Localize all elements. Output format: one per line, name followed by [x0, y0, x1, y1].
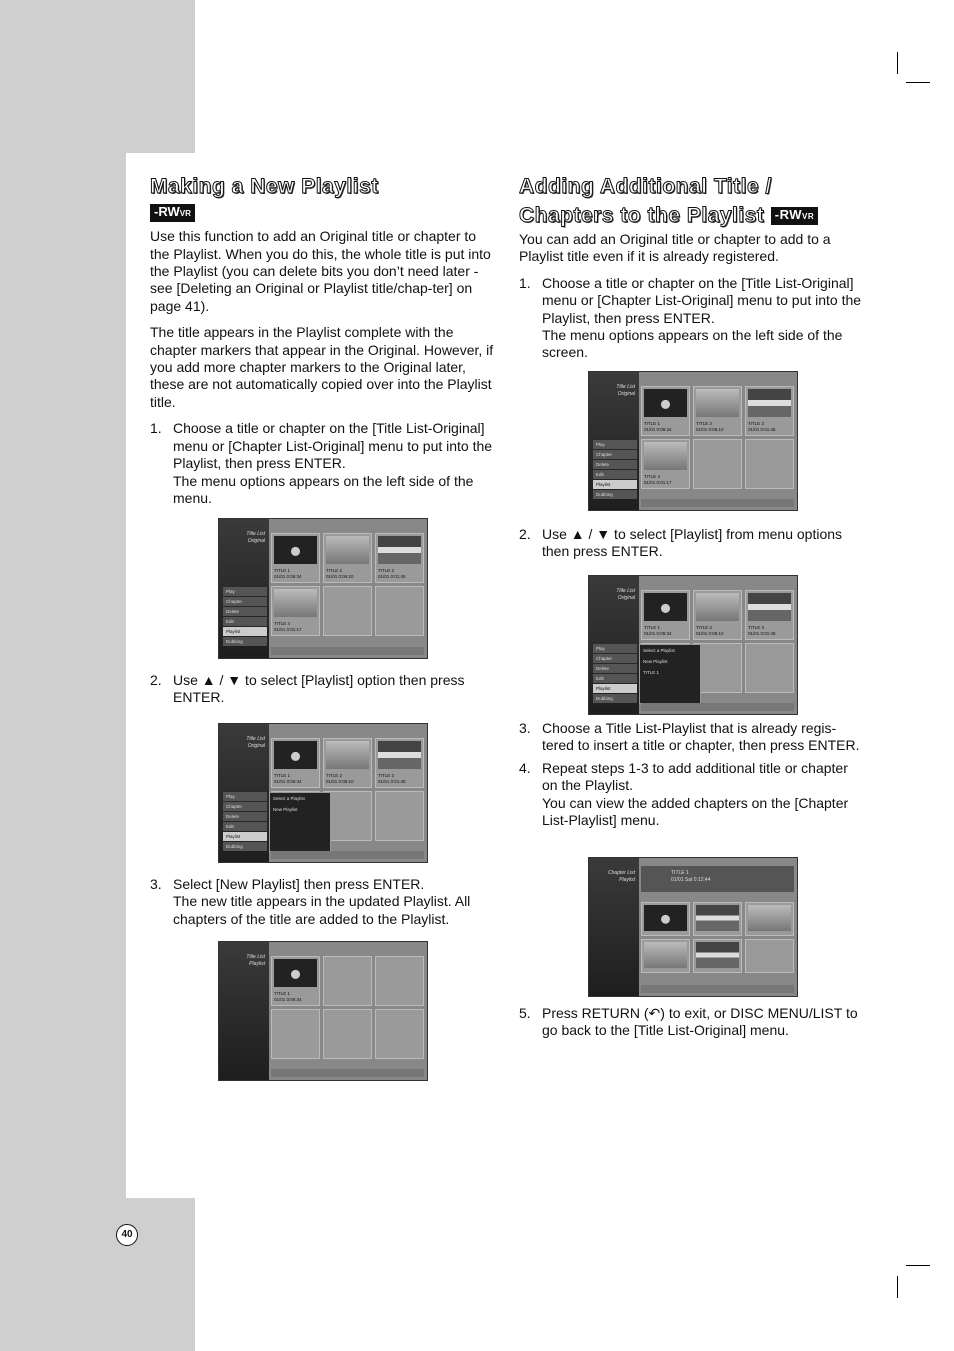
screen-right-select-playlist: Title List Original Play Chapter Delete Edit Playlist Dubbing TITLE 1 01/01 0:06:34 TITLE 2 01/01 0:06:10 TITLE 3 01/01 0:01:45 Select a Playlist New Playlist TITLE 1 — [588, 575, 798, 715]
rw-vr-badge: -RWVR — [150, 204, 195, 222]
page-number: 40 — [116, 1224, 138, 1246]
screen-title-list-playlist: Title List Playlist TITLE 1 01/01 0:06:34 — [218, 941, 428, 1081]
right-step-2-wrap — [519, 526, 865, 561]
left-step-3: 3. Select [New Playlist] then press ENTER. The new title appears in the updated Playlist. All chapters of the title are added to the Playlist. — [150, 876, 471, 927]
screen-chapter-list-playlist: Chapter List Playlist TITLE 1 01/01 Sat 0:12:44 — [588, 857, 798, 997]
crop-mark — [897, 1276, 898, 1298]
left-heading: Making a New Playlist — [150, 175, 379, 198]
right-step-2: 2. Use ▲ / ▼ to select [Playlist] from menu options then press ENTER. — [519, 526, 843, 560]
left-column — [150, 172, 496, 507]
crop-mark — [897, 52, 898, 74]
right-step-5: 5. Press RETURN (↶) to exit, or DISC MENU/LIST to go back to the [Title List-Original] menu. — [519, 1005, 858, 1039]
right-step-3: 3. Choose a Title List-Playlist that is already regis-tered to insert a title or chapter, then press ENTER. — [519, 720, 860, 754]
rw-vr-badge: -RWVR — [771, 207, 818, 225]
chapter-header: TITLE 1 01/01 Sat 0:12:44 — [641, 866, 794, 892]
screen-select-playlist: Title List Original Play Chapter Delete Edit Playlist Dubbing TITLE 1 01/01 0:06:34 TITLE 2 01/01 0:06:10 TITLE 3 01/01 0:01:45 Select a Playlist New Playlist — [218, 723, 428, 863]
margin-band-bottom — [0, 1198, 195, 1351]
left-intro-paragraph: Use this function to add an Original title or chapter to the Playlist. When you do this, the whole title is put into the Playlist (you can delete bits you don’t need later - see [Deleting an Original or Playlist title/chap-ter] on page 41). — [150, 228, 491, 314]
left-step-2-wrap — [150, 672, 496, 707]
right-intro-paragraph: You can add an Original title or chapter to add to a Playlist title even if it is already registered. — [519, 231, 831, 265]
right-step-1: 1. Choose a title or chapter on the [Title List-Original] menu or [Chapter List-Original] menu to put into the Playlist, then press ENTER. The menu options appears on the left side of the screen. — [519, 274, 862, 361]
right-column — [519, 172, 865, 362]
left-badge-row — [150, 204, 496, 222]
crop-mark — [906, 82, 930, 83]
margin-band-left — [0, 153, 126, 1198]
right-step-5-wrap — [519, 1005, 865, 1040]
right-heading-line-2: Chapters to the Playlist -RWVR — [519, 201, 865, 230]
right-step-4: 4. Repeat steps 1-3 to add additional title or chapter on the Playlist. You can view the added chapters on the [Chapter List-Playlist] menu. — [519, 759, 849, 829]
screen-title-list-original: Title List Original Play Chapter Delete Edit Playlist Dubbing TITLE 1 01/01 0:06:34 TITLE 2 01/01 0:06:10 TITLE 3 01/01 0:01:45 TITLE 4 01/01 0:01:17 — [218, 518, 428, 659]
right-steps-3-4 — [519, 720, 865, 829]
left-step-1: 1. Choose a title or chapter on the [Title List-Original] menu or [Chapter List-Original] menu to put into the Playlist, then press ENTER. The menu options appears on the left side of the menu. — [150, 420, 493, 506]
left-step-3-wrap — [150, 876, 496, 928]
left-second-paragraph: The title appears in the Playlist complete with the chapter markers that appear in the Original. However, if you add more chapter markers to the Original later, these are not automatically copied over into the Playlist title. — [150, 324, 494, 410]
margin-band-top — [0, 0, 195, 153]
left-step-2: 2. Use ▲ / ▼ to select [Playlist] option then press ENTER. — [150, 672, 465, 706]
screen-right-title-list-original: Title List Original Play Chapter Delete Edit Playlist Dubbing TITLE 1 01/01 0:06:34 TITLE 2 01/01 0:06:10 TITLE 3 01/01 0:01:45 TITLE 4 01/01 0:01:17 — [588, 371, 798, 511]
right-heading-line-1: Adding Additional Title / — [519, 175, 772, 198]
crop-mark — [906, 1265, 930, 1266]
